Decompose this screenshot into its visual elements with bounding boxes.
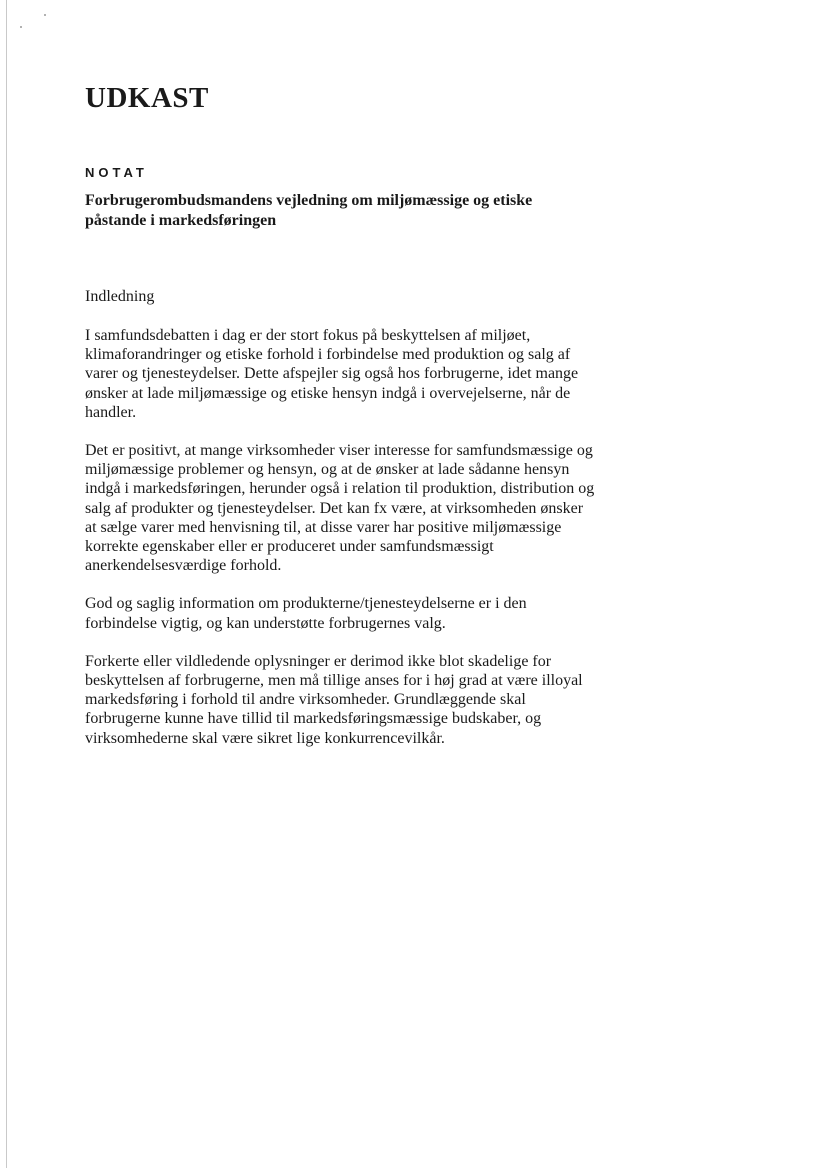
scan-left-edge	[6, 0, 7, 1168]
paragraph-1: I samfundsdebatten i dag er der stort fokus på beskyttelsen af miljøet, klimaforandringer og etiske forhold i forbindelse med produktion og salg af varer og tjenesteydelser. Dette afspejler sig også hos forbrugerne, idet mange ønsker at lade miljømæssige og etiske hensyn indgå i overvejelserne, når de handler.	[85, 327, 579, 421]
subject-heading	[85, 191, 605, 231]
draft-title: UDKAST	[85, 82, 209, 114]
paragraph-2: Det er positivt, at mange virksomheder viser interesse for samfundsmæssige og miljømæssige problemer og hensyn, og at de ønsker at lade sådanne hensyn indgå i markedsføringen, herunder også i relation til produktion, distribution og salg af produkter og tjenesteydelser. Det kan fx være, at virksomheden ønsker at sælge varer med henvisning til, at disse varer har positive miljømæssige korrekte egenskaber eller er produceret under samfundsmæssigt anerkendelsesværdige forhold.	[85, 442, 595, 575]
scan-speck	[44, 14, 46, 16]
paragraph-3: God og saglig information om produkterne/tjenesteydelserne er i den forbindelse vigtig, og kan understøtte forbrugernes valg.	[85, 595, 527, 632]
body-text	[85, 287, 595, 767]
subject-line-2: påstande i markedsføringen	[85, 212, 277, 229]
section-heading-indledning: Indledning	[85, 288, 155, 305]
subject-line-1: Forbrugerombudsmandens vejledning om miljømæssige og etiske	[85, 192, 533, 209]
notat-label: NOTAT	[85, 165, 148, 180]
paragraph-4: Forkerte eller vildledende oplysninger er derimod ikke blot skadelige for beskyttelsen af forbrugerne, men må tillige anses for i høj grad at være illoyal markedsføring i forhold til andre virksomheder. Grundlæggende skal forbrugerne kunne have tillid til markedsføringsmæssige budskaber, og virksomhederne skal være sikret lige konkurrencevilkår.	[85, 652, 583, 747]
scan-speck	[20, 26, 22, 28]
